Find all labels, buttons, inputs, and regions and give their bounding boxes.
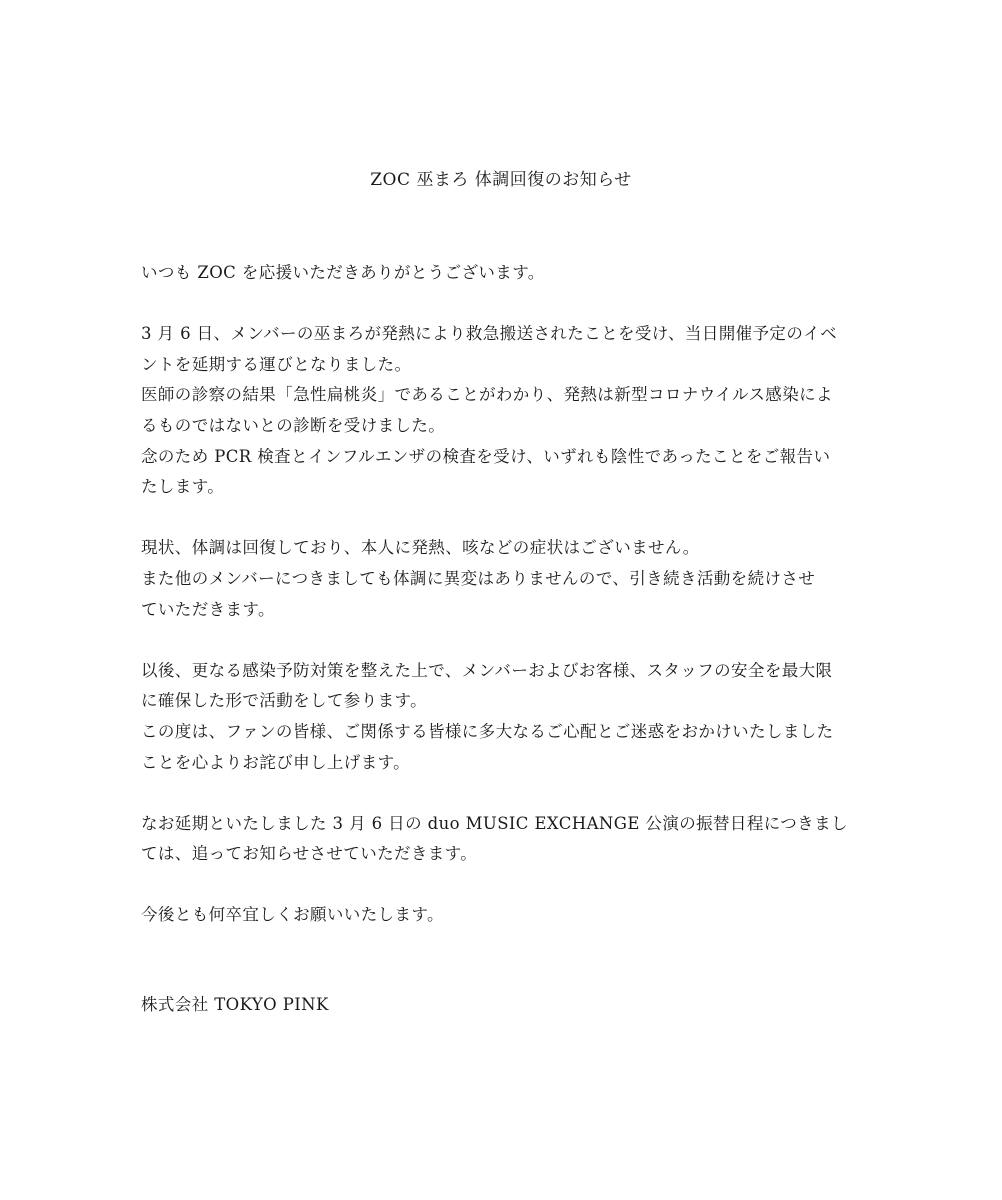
- text-line: 今後とも何卒宜しくお願いいたします。: [141, 905, 444, 925]
- text-line: ていただきます。: [141, 599, 275, 619]
- paragraph-reschedule: [141, 809, 863, 870]
- paragraph-greeting: [141, 258, 863, 289]
- text-line: 3 月 6 日、メンバーの巫まろが発熱により救急搬送されたことを受け、当日開催予定のイベ: [141, 324, 838, 344]
- announcement-body: [141, 258, 863, 962]
- text-line: 医師の診察の結果「急性扁桃炎」であることがわかり、発熱は新型コロナウイルス感染によ: [141, 385, 833, 405]
- text-line: いつも ZOC を応援いただきありがとうございます。: [141, 263, 545, 282]
- text-line: なお延期といたしました 3 月 6 日の duo MUSIC EXCHANGE 公演の振替日程につきまし: [141, 813, 848, 833]
- text-line: ことを心よりお詫び申し上げます。: [141, 752, 411, 772]
- text-line: たします。: [141, 477, 225, 497]
- text-line: 以後、更なる感染予防対策を整えた上で、メンバーおよびお客様、スタッフの安全を最大限: [141, 660, 833, 680]
- company-signature: 株式会社 TOKYO PINK: [141, 995, 329, 1014]
- text-line: ては、追ってお知らせさせていただきます。: [141, 844, 478, 864]
- text-line: るものではないとの診断を受けました。: [141, 415, 446, 435]
- paragraph-measures: [141, 656, 863, 778]
- text-line: また他のメンバーにつきましても体調に異変はありませんので、引き続き活動を続けさせ: [141, 568, 816, 588]
- text-line: ントを延期する運びとなりました。: [141, 354, 412, 374]
- text-line: この度は、ファンの皆様、ご関係する皆様に多大なるご心配とご迷惑をおかけいたしました: [141, 721, 834, 741]
- text-line: 現状、体調は回復しており、本人に発熱、咳などの症状はございません。: [141, 538, 700, 558]
- paragraph-status: [141, 533, 863, 625]
- paragraph-incident: [141, 319, 863, 503]
- paragraph-closing: [141, 900, 863, 931]
- page-title: ZOC 巫まろ 体調回復のお知らせ: [370, 170, 632, 190]
- text-line: に確保した形で活動をして参ります。: [141, 691, 427, 711]
- text-line: 念のため PCR 検査とインフルエンザの検査を受け、いずれも陰性であったことをご報告い: [141, 446, 831, 466]
